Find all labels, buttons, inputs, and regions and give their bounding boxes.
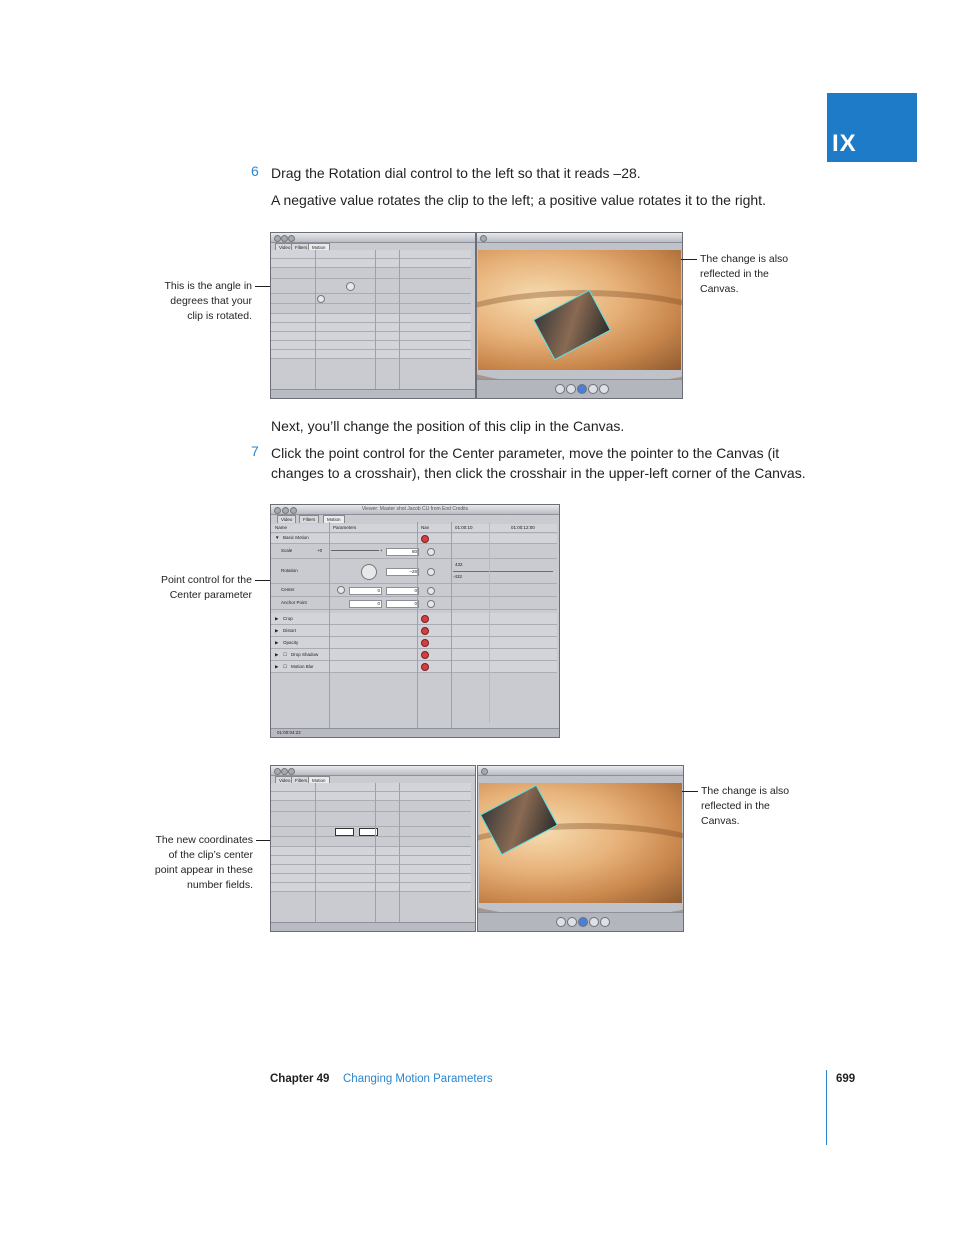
canvas-transport-bar — [477, 379, 682, 398]
row-rotation — [271, 559, 557, 584]
part-tab-label: IX — [832, 130, 857, 157]
row-label: Motion Blur — [291, 664, 314, 669]
figure2-callout-left — [140, 573, 252, 603]
column-nav: Nav — [421, 525, 430, 530]
previous-edit-button[interactable] — [566, 384, 576, 394]
play-in-out-button[interactable] — [556, 917, 566, 927]
next-paragraph: Next, you’ll change the position of this clip in the Canvas. — [271, 418, 625, 434]
callout-line: of the clip’s center — [168, 849, 253, 861]
row-distort — [271, 323, 471, 332]
callout-line: number fields. — [187, 879, 253, 891]
previous-edit-button[interactable] — [567, 917, 577, 927]
status-bar — [271, 922, 475, 931]
checkbox-icon[interactable]: ☐ — [283, 652, 288, 657]
reset-button[interactable] — [421, 627, 429, 635]
graph-low-label: -432 — [453, 574, 463, 579]
callout-line: The new coordinates — [155, 834, 253, 846]
column-name: Name — [275, 525, 288, 530]
column-divider — [399, 783, 400, 922]
row-motion-blur — [271, 661, 557, 673]
row-label: Anchor Point — [281, 600, 307, 605]
row-label: Rotation — [281, 568, 298, 573]
row-scale — [271, 268, 471, 279]
rotation-dial[interactable] — [361, 564, 377, 580]
row-drop-shadow — [271, 649, 557, 661]
keyframe-graph-line — [453, 571, 553, 572]
tab-strip — [271, 514, 559, 522]
reset-button[interactable] — [421, 639, 429, 647]
disclosure-triangle-icon[interactable]: ▼ — [275, 535, 280, 540]
row-opacity — [271, 865, 471, 874]
center-point-control[interactable] — [337, 586, 345, 594]
slider-max-label: + — [380, 548, 383, 553]
window-titlebar — [477, 233, 682, 243]
step-6-number: 6 — [251, 163, 259, 179]
column-divider — [315, 783, 316, 922]
row-rotation — [271, 812, 471, 827]
viewer-window-small — [270, 232, 476, 399]
column-divider — [417, 522, 418, 728]
page-number: 699 — [836, 1073, 856, 1085]
keyframe-button[interactable] — [427, 548, 435, 556]
column-parameters: Parameters — [333, 525, 357, 530]
reset-button[interactable] — [421, 535, 429, 543]
row-label: Scale — [281, 548, 293, 553]
canvas-image[interactable] — [479, 783, 682, 903]
leader-line — [682, 791, 698, 792]
reset-button[interactable] — [421, 615, 429, 623]
rotation-dial[interactable] — [346, 282, 355, 291]
play-around-button[interactable] — [600, 917, 610, 927]
anchor-x-field[interactable]: 0 — [349, 600, 382, 608]
window-title: Viewer: Master shot Jacob CU from End Credits — [361, 506, 469, 512]
row-label: Drop Shadow — [291, 652, 319, 657]
center-point-control[interactable] — [317, 295, 325, 303]
callout-line: The change is also — [701, 785, 790, 797]
step-7-text: Click the point control for the Center parameter, move the pointer to the Canvas (it changes to a crosshair), then click the crosshair in the upper-left corner of the Canvas. — [271, 445, 806, 481]
center-x-field[interactable]: 0 — [349, 587, 382, 595]
row-basic-motion — [271, 259, 471, 268]
row-anchor — [271, 304, 471, 314]
checkbox-icon[interactable]: ☐ — [283, 664, 288, 669]
keyframe-button[interactable] — [427, 568, 435, 576]
callout-line: Canvas. — [701, 815, 740, 827]
callout-line: reflected in the — [701, 800, 770, 812]
column-divider — [315, 250, 316, 389]
disclosure-triangle-icon[interactable]: ▶ — [275, 652, 279, 657]
play-in-out-button[interactable] — [555, 384, 565, 394]
footer-chapter-title[interactable]: Changing Motion Parameters — [343, 1073, 493, 1085]
canvas-transport-bar — [478, 912, 683, 931]
part-tab — [827, 93, 917, 162]
next-edit-button[interactable] — [589, 917, 599, 927]
tab-motion[interactable]: Motion — [308, 776, 330, 784]
status-bar — [271, 389, 475, 398]
row-center — [271, 584, 557, 597]
callout-line: degrees that your — [170, 295, 252, 307]
figure1-callout-right — [700, 252, 810, 297]
close-button[interactable] — [480, 235, 487, 242]
close-button[interactable] — [274, 235, 281, 242]
tab-motion[interactable]: Motion — [308, 243, 330, 251]
row-crop — [271, 847, 471, 856]
scale-value-field[interactable]: 80 — [386, 548, 419, 556]
row-center — [271, 827, 471, 837]
close-button[interactable] — [274, 768, 281, 775]
row-basic-motion — [271, 534, 557, 544]
row-opacity — [271, 332, 471, 341]
rotation-note: A negative value rotates the clip to the left; a positive value rotates it to the right. — [271, 192, 766, 208]
tab-filters[interactable]: Filters — [291, 776, 311, 784]
callout-line: point appear in these — [154, 864, 253, 876]
row-drop-shadow — [271, 341, 471, 350]
disclosure-triangle-icon[interactable]: ▶ — [275, 640, 279, 645]
header-row — [271, 250, 471, 259]
figure3-callout-right — [701, 784, 811, 829]
timecode-display: 01:00:04:22 — [277, 730, 301, 735]
tab-motion[interactable]: Motion — [323, 515, 345, 523]
viewer-window-large — [270, 504, 560, 738]
row-crop — [271, 314, 471, 323]
header-row — [271, 524, 557, 533]
disclosure-triangle-icon[interactable]: ▶ — [275, 616, 279, 621]
footer-chapter: Chapter 49 — [270, 1073, 330, 1085]
figure1-callout-left — [140, 279, 252, 324]
row-label: Crop — [283, 616, 293, 621]
callout-line: Center parameter — [169, 589, 252, 601]
slider-min-label: +0 — [317, 548, 323, 553]
row-label: Center — [281, 587, 295, 592]
play-button[interactable] — [577, 384, 587, 394]
row-center — [271, 294, 471, 304]
column-divider — [399, 250, 400, 389]
play-button[interactable] — [578, 917, 588, 927]
tab-video[interactable]: Video — [275, 776, 294, 784]
keyframe-button[interactable] — [427, 587, 435, 595]
callout-line: This is the angle in — [164, 280, 252, 292]
disclosure-triangle-icon[interactable]: ▶ — [275, 664, 279, 669]
row-anchor — [271, 837, 471, 847]
playhead[interactable] — [489, 523, 490, 723]
column-divider — [375, 783, 376, 922]
rotation-value-field[interactable]: –28 — [386, 568, 419, 576]
tab-video[interactable]: Video — [275, 243, 294, 251]
graph-high-label: 432 — [455, 562, 463, 567]
step-6-text: Drag the Rotation dial control to the left so that it reads –28. — [271, 165, 641, 181]
next-edit-button[interactable] — [588, 384, 598, 394]
zoom-button[interactable] — [288, 768, 295, 775]
window-titlebar — [478, 766, 683, 776]
row-scale — [271, 544, 557, 559]
row-distort — [271, 625, 557, 637]
play-around-button[interactable] — [599, 384, 609, 394]
row-label: Distort — [283, 628, 297, 633]
scale-slider[interactable] — [331, 550, 379, 551]
reset-button[interactable] — [421, 651, 429, 659]
canvas-image[interactable] — [478, 250, 681, 370]
column-divider — [329, 522, 330, 728]
row-rotation — [271, 279, 471, 294]
callout-line: Canvas. — [700, 283, 739, 295]
figure3-callout-left — [130, 833, 253, 893]
zoom-button[interactable] — [288, 235, 295, 242]
tab-filters[interactable]: Filters — [291, 243, 311, 251]
column-time1: 01:00:10 — [455, 525, 473, 530]
tab-strip — [271, 242, 475, 250]
close-button[interactable] — [481, 768, 488, 775]
row-drop-shadow — [271, 874, 471, 883]
callout-line: The change is also — [700, 253, 789, 265]
tab-video[interactable]: Video — [277, 515, 296, 523]
canvas-window-2 — [477, 765, 684, 932]
leader-line — [681, 259, 697, 260]
row-basic-motion — [271, 792, 471, 801]
center-y-field[interactable]: 0 — [386, 587, 419, 595]
row-label: Opacity — [283, 640, 299, 645]
minimize-button[interactable] — [281, 235, 288, 242]
anchor-y-field[interactable]: 0 — [386, 600, 419, 608]
column-time2: 01:00:12:00 — [511, 525, 535, 530]
footer-divider — [826, 1070, 827, 1145]
header-row — [271, 783, 471, 792]
disclosure-triangle-icon[interactable]: ▶ — [275, 628, 279, 633]
tab-filters[interactable]: Filters — [299, 515, 319, 523]
center-x-field[interactable] — [335, 828, 354, 836]
tab-strip — [271, 775, 475, 783]
viewer-window-small-2 — [270, 765, 476, 932]
step-7-number: 7 — [251, 443, 259, 459]
callout-line: Point control for the — [160, 574, 252, 586]
reset-button[interactable] — [421, 663, 429, 671]
column-divider — [451, 522, 452, 728]
row-label: Basic Motion — [283, 535, 309, 540]
row-opacity — [271, 637, 557, 649]
row-motion-blur — [271, 883, 471, 892]
column-divider — [375, 250, 376, 389]
row-distort — [271, 856, 471, 865]
minimize-button[interactable] — [281, 768, 288, 775]
callout-line: reflected in the — [700, 268, 769, 280]
row-scale — [271, 801, 471, 812]
callout-line: clip is rotated. — [187, 310, 252, 322]
status-bar — [271, 728, 559, 737]
keyframe-button[interactable] — [427, 600, 435, 608]
row-motion-blur — [271, 350, 471, 359]
canvas-window-1 — [476, 232, 683, 399]
row-crop — [271, 613, 557, 625]
row-anchor-point — [271, 597, 557, 610]
